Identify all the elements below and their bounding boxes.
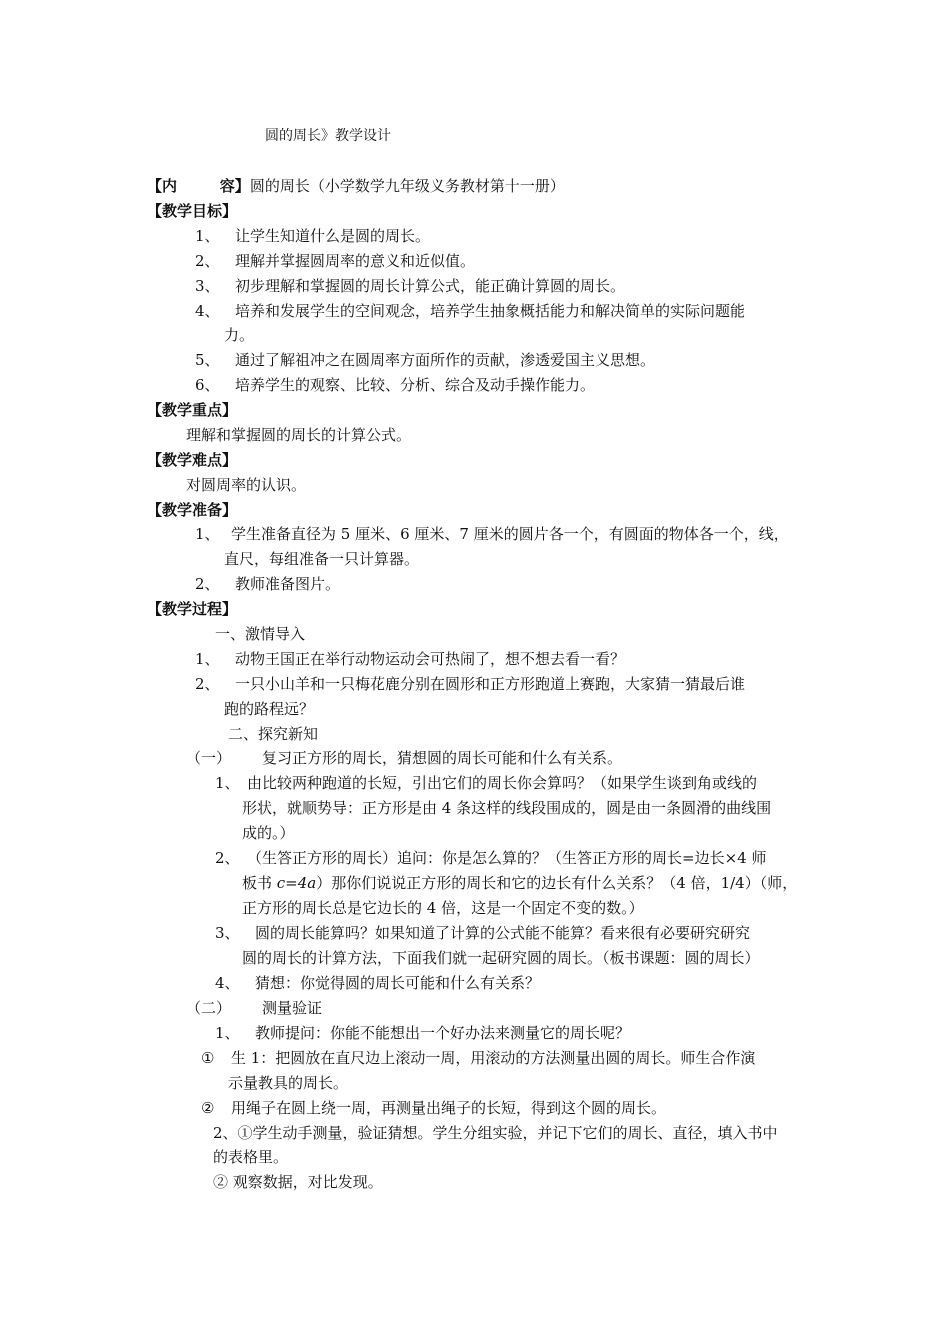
sec1-item-2-line3: 正方形的周长总是它边长的 4 倍，这是一个固定不变的数。） xyxy=(242,899,644,917)
list-text: 初步理解和掌握圆的周长计算公式，能正确计算圆的周长。 xyxy=(235,277,626,295)
key-heading: 【教学重点】 xyxy=(147,401,238,419)
sec1-item-1-line2: 形状，就顺势导：正方形是由 4 条这样的线段围成的，圆是由一条圆滑的曲线围 xyxy=(242,799,772,817)
list-text: 猜想：你觉得圆的周长可能和什么有关系？ xyxy=(255,974,541,992)
list-number: 3、 xyxy=(195,277,220,295)
list-text: 动物王国正在举行动物运动会可热闹了，想不想去看一看？ xyxy=(235,650,626,668)
content-label-a: 【内 xyxy=(147,177,178,195)
sec1-item-3-line2: 圆的周长的计算方法，下面我们就一起研究圆的周长。（板书课题：圆的周长） xyxy=(242,949,760,967)
formula-text: c=4a xyxy=(276,874,317,892)
list-number: 1、 xyxy=(195,227,220,245)
goal-item-1 xyxy=(195,224,430,248)
list-number: ① xyxy=(201,1049,215,1067)
list-text: 教师准备图片。 xyxy=(235,575,341,593)
process-heading: 【教学过程】 xyxy=(147,600,238,618)
sec1-item-1 xyxy=(215,771,757,795)
list-number: 6、 xyxy=(195,376,220,394)
doc-title: 圆的周长》教学设计 xyxy=(265,128,391,144)
goal-item-2 xyxy=(195,249,475,273)
list-number: 4、 xyxy=(215,974,240,992)
list-number: 1、 xyxy=(215,1024,240,1042)
list-number: 2、 xyxy=(195,675,220,693)
list-number: 2、 xyxy=(195,575,220,593)
sec1-item-1-line3: 成的。） xyxy=(242,824,295,842)
list-number: ② xyxy=(201,1099,215,1117)
sec1-item-2-line2 xyxy=(242,871,797,895)
goals-heading: 【教学目标】 xyxy=(147,202,238,220)
difficulty-text: 对圆周率的认识。 xyxy=(186,476,307,494)
list-text: 学生准备直径为 5 厘米、6 厘米、7 厘米的圆片各一个，有圆面的物体各一个，线， xyxy=(231,525,789,543)
sec1-header xyxy=(186,746,622,770)
goal-item-5 xyxy=(195,348,655,372)
part1-item-2 xyxy=(195,672,745,696)
list-text: 用绳子在圆上绕一周，再测量出绳子的长短，得到这个圆的周长。 xyxy=(231,1099,667,1117)
sec2-text: 测量验证 xyxy=(262,999,323,1017)
list-number: 1、 xyxy=(215,774,240,792)
goal-item-3 xyxy=(195,274,625,298)
list-text: 生 1：把圆放在直尺边上滚动一周，用滚动的方法测量出圆的周长。师生合作演 xyxy=(231,1049,756,1067)
content-label-b: 容】 xyxy=(219,177,250,195)
list-text: （生答正方形的周长）追问：你是怎么算的？（生答正方形的周长=边长×4 师 xyxy=(247,849,767,867)
list-number: 3、 xyxy=(215,924,240,942)
prep-item-2 xyxy=(195,572,340,596)
sec2-item-2b: ② 观察数据，对比发现。 xyxy=(213,1173,383,1191)
difficulty-heading: 【教学难点】 xyxy=(147,451,238,469)
list-text: 一只小山羊和一只梅花鹿分别在圆形和正方形跑道上赛跑，大家猜一猜最后谁 xyxy=(235,675,746,693)
sec2-item-2-cont: 的表格里。 xyxy=(213,1148,289,1166)
sec2-circ-2 xyxy=(201,1096,666,1120)
list-text: 教师提问：你能不能想出一个好办法来测量它的周长呢？ xyxy=(255,1024,631,1042)
prep-heading: 【教学准备】 xyxy=(147,501,238,519)
list-text: 培养和发展学生的空间观念，培养学生抽象概括能力和解决简单的实际问题能 xyxy=(235,302,746,320)
list-number: 1、 xyxy=(195,525,220,543)
list-text: 由比较两种跑道的长短，引出它们的周长你会算吗？（如果学生谈到角或线的 xyxy=(247,774,758,792)
list-text: 理解并掌握圆周率的意义和近似值。 xyxy=(235,252,476,270)
list-number: 5、 xyxy=(195,351,220,369)
sec1-label: （一） xyxy=(186,749,232,767)
list-number: 2、 xyxy=(195,252,220,270)
key-text: 理解和掌握圆的周长的计算公式。 xyxy=(186,426,412,444)
list-text: 圆的周长能算吗？如果知道了计算的公式能不能算？看来很有必要研究研究 xyxy=(255,924,751,942)
sec1-item-4 xyxy=(215,971,540,995)
list-text: 让学生知道什么是圆的周长。 xyxy=(235,227,431,245)
part1-title: 一、激情导入 xyxy=(215,625,306,643)
line-text: ）那你们说说正方形的周长和它的边长有什么关系？（4 倍，1/4）（师， xyxy=(316,874,798,892)
list-number: 4、 xyxy=(195,302,220,320)
part1-item-1 xyxy=(195,647,625,671)
goal-item-6 xyxy=(195,373,595,397)
part2-title: 二、探究新知 xyxy=(228,725,319,743)
list-text: 通过了解祖冲之在圆周率方面所作的贡献，渗透爱国主义思想。 xyxy=(235,351,656,369)
goal-item-4 xyxy=(195,299,745,323)
sec2-item-2: 2、①学生动手测量，验证猜想。学生分组实验，并记下它们的周长、直径，填入书中 xyxy=(213,1124,778,1142)
content-row xyxy=(147,174,565,198)
list-number: 1、 xyxy=(195,650,220,668)
line-text: 板书 xyxy=(242,874,277,892)
sec2-circ-1 xyxy=(201,1046,755,1070)
content-text: 圆的周长（小学数学九年级义务教材第十一册） xyxy=(249,177,565,195)
list-number: 2、 xyxy=(215,849,240,867)
sec2-header xyxy=(186,996,322,1020)
sec2-label: （二） xyxy=(186,999,232,1017)
prep-item-1 xyxy=(195,522,789,546)
list-text: 培养学生的观察、比较、分析、综合及动手操作能力。 xyxy=(235,376,596,394)
goal-item-4-cont: 力。 xyxy=(224,326,255,344)
sec2-item-1 xyxy=(215,1021,630,1045)
sec1-item-2 xyxy=(215,846,766,870)
prep-item-1-cont: 直尺，每组准备一只计算器。 xyxy=(224,550,420,568)
sec2-circ-1-cont: 示量教具的周长。 xyxy=(228,1074,349,1092)
part1-item-2-cont: 跑的路程远？ xyxy=(224,700,315,718)
sec1-item-3 xyxy=(215,921,750,945)
sec1-text: 复习正方形的周长，猜想圆的周长可能和什么有关系。 xyxy=(262,749,623,767)
